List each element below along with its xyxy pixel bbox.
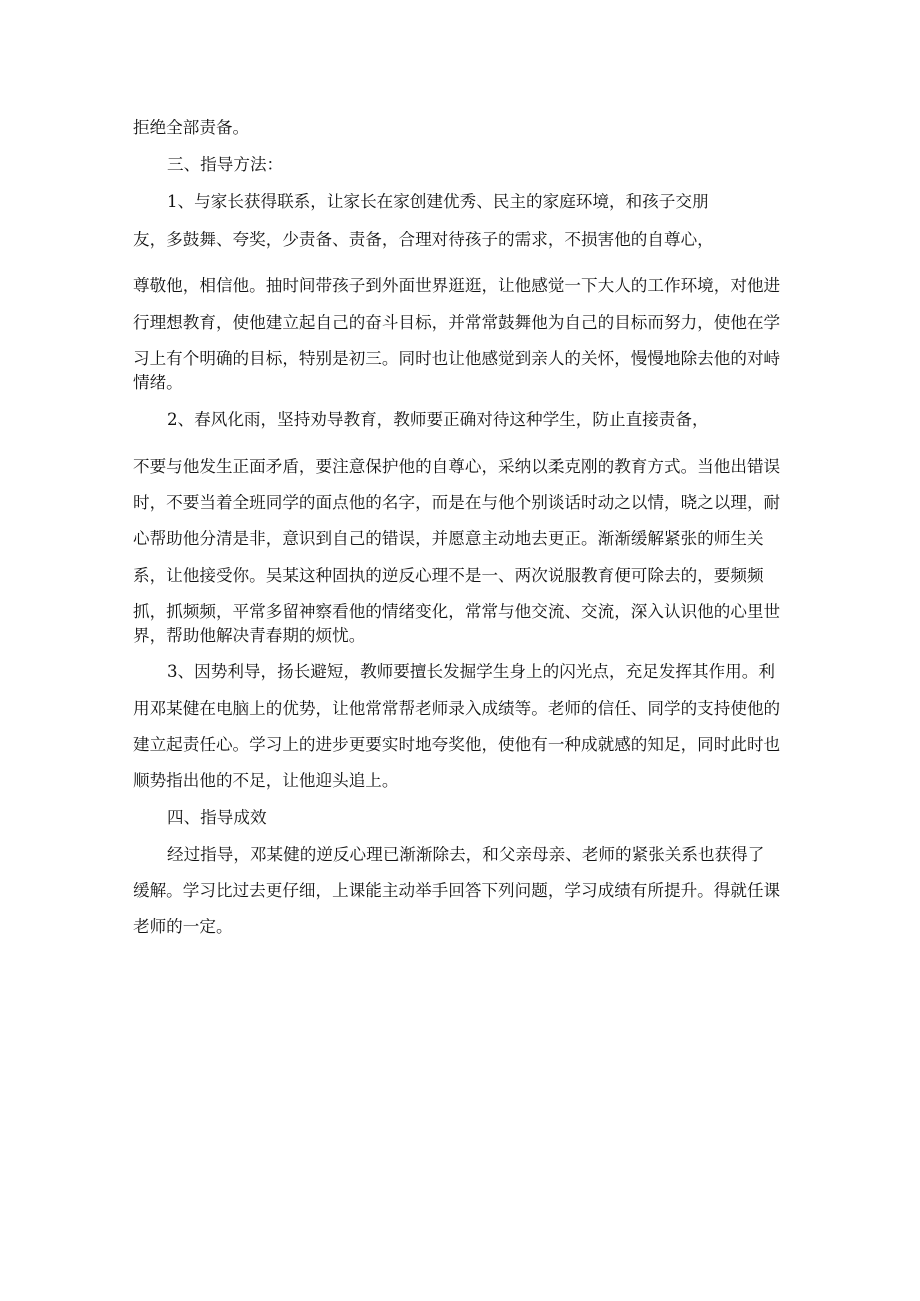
text-line: 用邓某健在电脑上的优势，让他常常帮老师录入成绩等。老师的信任、同学的支持使他的 bbox=[133, 699, 781, 718]
text-line: 界，帮助他解决青春期的烦忧。 bbox=[133, 626, 366, 645]
text-line: 拒绝全部责备。 bbox=[133, 118, 250, 137]
text-line: 1、与家长获得联系，让家长在家创建优秀、民主的家庭环境，和孩子交朋 bbox=[167, 192, 709, 211]
text-line: 时，不要当着全班同学的面点他的名字，而是在与他个别谈话时动之以情，晓之以理，耐 bbox=[133, 493, 781, 512]
text-line: 习上有个明确的目标，特别是初三。同时也让他感觉到亲人的关怀，慢慢地除去他的对峙 bbox=[133, 349, 781, 368]
text-line: 顺势指出他的不足，让他迎头追上。 bbox=[133, 771, 399, 790]
text-line: 尊敬他，相信他。抽时间带孩子到外面世界逛逛，让他感觉一下大人的工作环境，对他进 bbox=[133, 276, 781, 295]
text-line: 2、春风化雨，坚持劝导教育，教师要正确对待这种学生，防止直接责备， bbox=[167, 410, 709, 429]
text-line: 系，让他接受你。吴某这种固执的逆反心理不是一、两次说服教育便可除去的，要频频 bbox=[133, 566, 764, 585]
section-heading: 四、指导成效 bbox=[167, 808, 267, 827]
text-line: 经过指导，邓某健的逆反心理已渐渐除去，和父亲母亲、老师的紧张关系也获得了 bbox=[167, 845, 765, 864]
text-line: 老师的一定。 bbox=[133, 917, 233, 936]
text-line: 缓解。学习比过去更仔细，上课能主动举手回答下列问题，学习成绩有所提升。得就任课 bbox=[133, 881, 781, 900]
text-line: 心帮助他分清是非，意识到自己的错误，并愿意主动地去更正。渐渐缓解紧张的师生关 bbox=[133, 529, 764, 548]
text-line: 不要与他发生正面矛盾，要注意保护他的自尊心，采纳以柔克刚的教育方式。当他出错误 bbox=[133, 457, 781, 476]
text-line: 抓，抓频频，平常多留神察看他的情绪变化，常常与他交流、交流，深入认识他的心里世 bbox=[133, 602, 781, 621]
text-line: 3、因势利导，扬长避短，教师要擅长发掘学生身上的闪光点，充足发挥其作用。利 bbox=[167, 662, 775, 681]
text-line: 建立起责任心。学习上的进步更要实时地夸奖他，使他有一种成就感的知足，同时此时也 bbox=[133, 735, 781, 754]
text-line: 行理想教育，使他建立起自己的奋斗目标，并常常鼓舞他为自己的目标而努力，使他在学 bbox=[133, 313, 781, 332]
text-line: 友，多鼓舞、夸奖，少责备、责备，合理对待孩子的需求，不损害他的自尊心， bbox=[133, 230, 714, 249]
section-heading: 三、指导方法： bbox=[167, 155, 284, 174]
text-line: 情绪。 bbox=[133, 373, 183, 392]
